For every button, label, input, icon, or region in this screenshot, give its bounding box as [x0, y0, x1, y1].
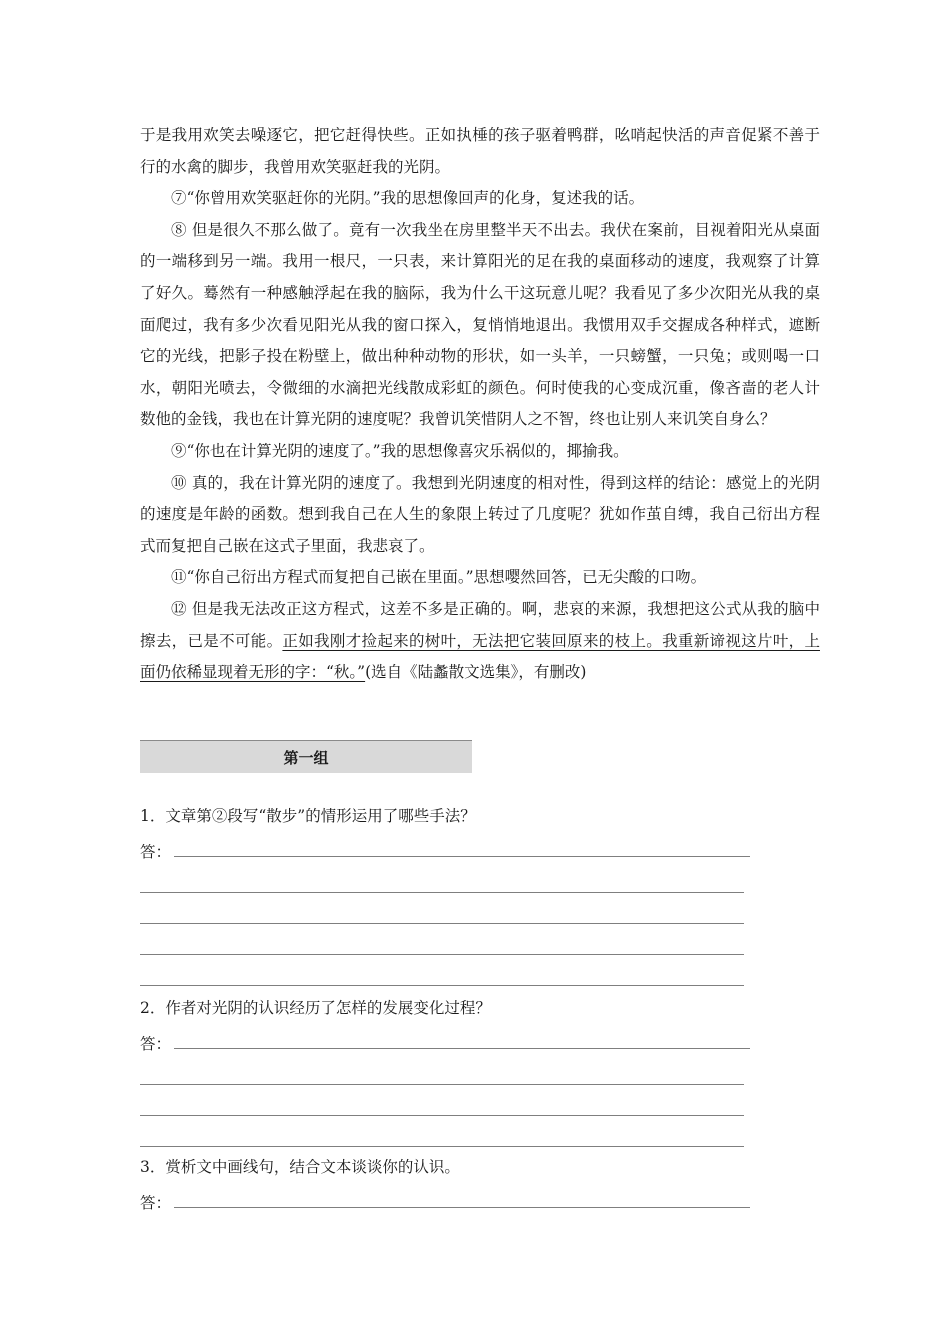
- paragraph-8: ⑧ 但是很久不那么做了。竟有一次我坐在房里整半天不出去。我伏在案前，目视着阳光从桌面的一端移到另一端。我用一根尺，一只表，来计算阳光的足在我的桌面移动的速度，我观察了计算了好久。蓦然有一种感触浮起在我的脑际，我为什么干这玩意儿呢？我看见了多少次阳光从我的桌面爬过，我有多少次看见阳光从我的窗口探入，复悄悄地退出。我惯用双手交握成各种样式，遮断它的光线，把影子投在粉壁上，做出种种动物的形状，如一头羊，一只螃蟹，一只兔；或则喝一口水，朝阳光喷去，令微细的水滴把光线散成彩虹的颜色。何时使我的心变成沉重，像吝啬的老人计数他的金钱，我也在计算光阴的速度呢？我曾讥笑惜阴人之不智，终也让别人来讥笑自身么？: [140, 220, 820, 429]
- question-3-text: 3．赏析文中画线句，结合文本谈谈你的认识。: [140, 1158, 460, 1176]
- paragraph-continuation: 于是我用欢笑去噪逐它，把它赶得快些。正如执棰的孩子驱着鸭群，吆哨起快活的声音促紧不善于行的水禽的脚步，我曾用欢笑驱赶我的光阴。: [140, 126, 820, 176]
- question-1-text: 1．文章第②段写“散步”的情形运用了哪些手法？: [140, 807, 476, 825]
- answer-line: [174, 1207, 750, 1208]
- paragraph-9: ⑨“你也在计算光阴的速度了。”我的思想像喜灾乐祸似的，揶揄我。: [171, 441, 629, 460]
- source-citation: (选自《陆蠡散文选集》，有删改): [365, 663, 587, 682]
- answer-line[interactable]: [140, 1085, 744, 1116]
- question-3: [140, 1152, 750, 1213]
- group-heading-label: 第一组: [283, 748, 329, 767]
- paragraph-12-text: ⑫ 但是我无法改正这方程式，这差不多是正确的。啊，悲哀的来源，我想把这公式从我的脑中擦去，已是不可能。: [140, 599, 820, 650]
- answer-label: 答：: [140, 1194, 172, 1212]
- answer-row[interactable]: [140, 1182, 750, 1213]
- answer-row[interactable]: [140, 831, 750, 862]
- answer-line: [174, 856, 750, 857]
- answer-label: 答：: [140, 1035, 172, 1053]
- answer-row[interactable]: [140, 1023, 750, 1054]
- reading-passage: [140, 120, 820, 689]
- paragraph-7: ⑦“你曾用欢笑驱赶你的光阴。”我的思想像回声的化身，复述我的话。: [171, 189, 645, 208]
- paragraph-11: ⑪“你自己衍出方程式而复把自己嵌在里面。”思想嘤然回答，已无尖酸的口吻。: [171, 568, 707, 587]
- question-2: [140, 993, 750, 1147]
- answer-line[interactable]: [140, 1116, 744, 1147]
- answer-label: 答：: [140, 843, 172, 861]
- group-heading: [140, 740, 472, 773]
- question-1: [140, 801, 750, 986]
- answer-line[interactable]: [140, 893, 744, 924]
- answer-line[interactable]: [140, 924, 744, 955]
- answer-line[interactable]: [140, 955, 744, 986]
- answer-line: [174, 1048, 750, 1049]
- answer-line[interactable]: [140, 862, 744, 893]
- question-2-text: 2．作者对光阴的认识经历了怎样的发展变化过程？: [140, 999, 491, 1017]
- paragraph-10: ⑩ 真的，我在计算光阴的速度了。我想到光阴速度的相对性，得到这样的结论：感觉上的光阴的速度是年龄的函数。想到我自己在人生的象限上转过了几度呢？犹如作茧自缚，我自己衍出方程式而复把自己嵌在这式子里面，我悲哀了。: [140, 473, 820, 555]
- underlined-sentence: 正如我刚才捡起来的树叶，无法把它装回原来的枝上。我重新谛视这片叶，上面仍依稀显现着无形的字：“秋。”: [140, 631, 820, 682]
- paragraph-12: [140, 594, 820, 689]
- answer-line[interactable]: [140, 1054, 744, 1085]
